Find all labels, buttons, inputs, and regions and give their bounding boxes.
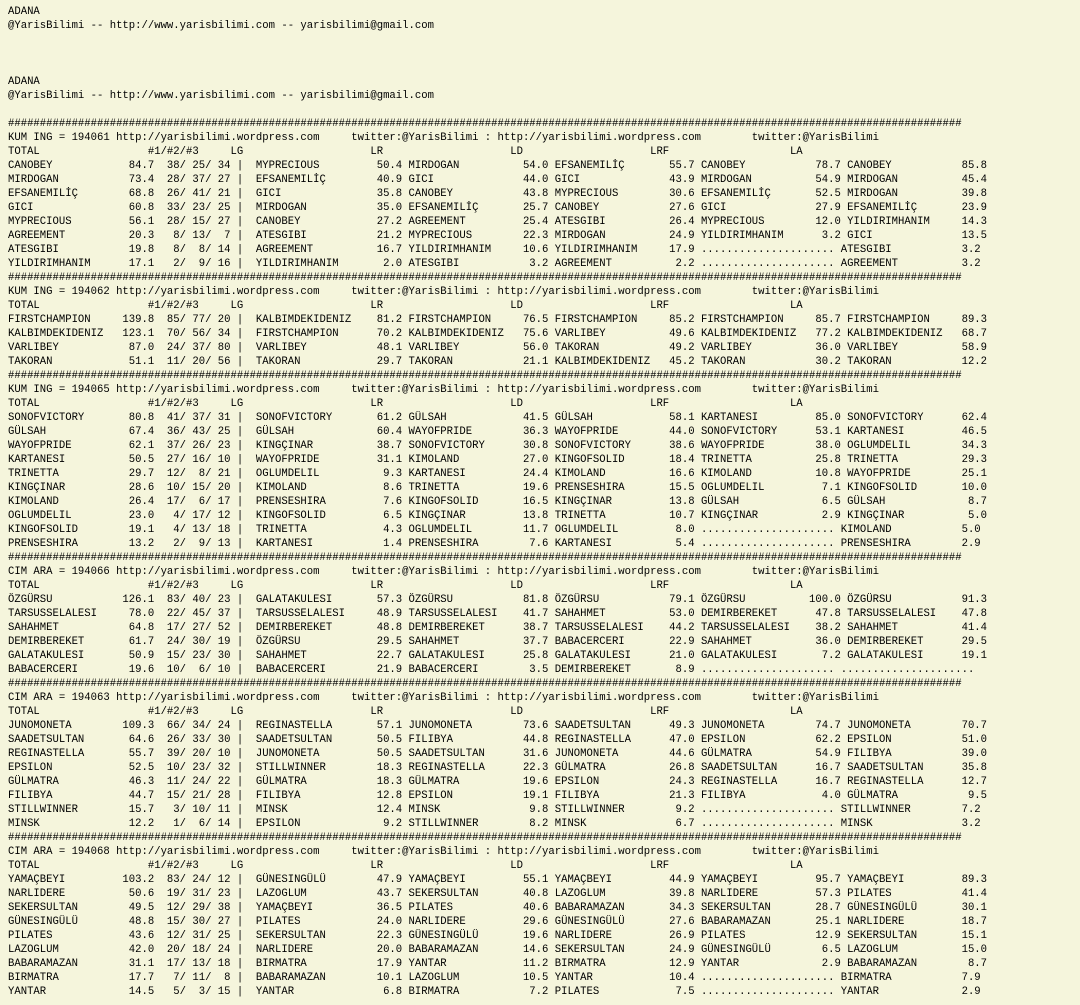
header-line — [8, 33, 1080, 47]
table-row: MIRDOGAN 73.4 28/ 37/ 27 | EFSANEMILİÇ 40.9 GICI 44.0 GICI 43.9 MIRDOGAN 54.9 MIRDOGAN 45.4 — [8, 174, 988, 186]
header-line: @YarisBilimi -- http://www.yarisbilimi.com -- yarisbilimi@gmail.com — [8, 20, 434, 32]
table-row: GÜLMATRA 46.3 11/ 24/ 22 | GÜLMATRA 18.3 GÜLMATRA 19.6 EPSILON 24.3 REGINASTELLA 16.7 REGINASTELLA 12.7 — [8, 776, 988, 788]
table-row: GÜLSAH 67.4 36/ 43/ 25 | GÜLSAH 60.4 WAYOFPRIDE 36.3 WAYOFPRIDE 44.0 SONOFVICTORY 53.1 KARTANESI 46.5 — [8, 426, 988, 438]
separator-line: ###################################################################################################################################################### — [8, 552, 962, 564]
table-row: SAHAHMET 64.8 17/ 27/ 52 | DEMIRBEREKET 48.8 DEMIRBEREKET 38.7 TARSUSSELALESI 44.2 TARSUSSELALESI 38.2 SAHAHMET 41.4 — [8, 622, 988, 634]
table-row: KARTANESI 50.5 27/ 16/ 10 | WAYOFPRIDE 31.1 KIMOLAND 27.0 KINGOFSOLID 18.4 TRINETTA 25.8 TRINETTA 29.3 — [8, 454, 988, 466]
header-line: ADANA — [8, 6, 40, 18]
table-row: KALBIMDEKIDENIZ 123.1 70/ 56/ 34 | FIRSTCHAMPION 70.2 KALBIMDEKIDENIZ 75.6 VARLIBEY 49.6 KALBIMDEKIDENIZ 77.2 KALBIMDEKIDENIZ 68.7 — [8, 328, 988, 340]
table-row: BABARAMAZAN 31.1 17/ 13/ 18 | BIRMATRA 17.9 YANTAR 11.2 BIRMATRA 12.9 YANTAR 2.9 BABARAMAZAN 8.7 — [8, 958, 988, 970]
table-row: VARLIBEY 87.0 24/ 37/ 80 | VARLIBEY 48.1 VARLIBEY 56.0 TAKORAN 49.2 VARLIBEY 36.0 VARLIBEY 58.9 — [8, 342, 988, 354]
table-row: TRINETTA 29.7 12/ 8/ 21 | OGLUMDELIL 9.3 KARTANESI 24.4 KIMOLAND 16.6 KIMOLAND 10.8 WAYOFPRIDE 25.1 — [8, 468, 988, 480]
race-title: KUM ING = 194061 http://yarisbilimi.wordpress.com twitter:@YarisBilimi : http://yarisbilimi.wordpress.com twitter:@YarisBilimi — [8, 132, 879, 144]
table-row: EFSANEMILİÇ 68.8 26/ 41/ 21 | GICI 35.8 CANOBEY 43.8 MYPRECIOUS 30.6 EFSANEMILİÇ 52.5 MIRDOGAN 39.8 — [8, 188, 988, 200]
race-title: CIM ARA = 194068 http://yarisbilimi.wordpress.com twitter:@YarisBilimi : http://yarisbilimi.wordpress.com twitter:@YarisBilimi — [8, 846, 879, 858]
header-line — [8, 47, 1080, 61]
table-row: OGLUMDELIL 23.0 4/ 17/ 12 | KINGOFSOLID 6.5 KINGÇINAR 13.8 TRINETTA 10.7 KINGÇINAR 2.9 KINGÇINAR 5.0 — [8, 510, 988, 522]
table-row: JUNOMONETA 109.3 66/ 34/ 24 | REGINASTELLA 57.1 JUNOMONETA 73.6 SAADETSULTAN 49.3 JUNOMONETA 74.7 JUNOMONETA 70.7 — [8, 720, 988, 732]
table-row: SONOFVICTORY 80.8 41/ 37/ 31 | SONOFVICTORY 61.2 GÜLSAH 41.5 GÜLSAH 58.1 KARTANESI 85.0 SONOFVICTORY 62.4 — [8, 412, 988, 424]
table-row: KINGOFSOLID 19.1 4/ 13/ 18 | TRINETTA 4.3 OGLUMDELIL 11.7 OGLUMDELIL 8.0 ..................... KIMOLAND 5.0 — [8, 524, 981, 536]
table-row: KIMOLAND 26.4 17/ 6/ 17 | PRENSESHIRA 7.6 KINGOFSOLID 16.5 KINGÇINAR 13.8 GÜLSAH 6.5 GÜLSAH 8.7 — [8, 496, 988, 508]
table-row: YANTAR 14.5 5/ 3/ 15 | YANTAR 6.8 BIRMATRA 7.2 PILATES 7.5 ..................... YANTAR 2.9 — [8, 986, 981, 998]
separator-line: ###################################################################################################################################################### — [8, 678, 962, 690]
separator-line: ###################################################################################################################################################### — [8, 272, 962, 284]
column-header: TOTAL #1/#2/#3 LG LR LD LRF LA — [8, 706, 803, 718]
race-title: KUM ING = 194062 http://yarisbilimi.wordpress.com twitter:@YarisBilimi : http://yarisbilimi.wordpress.com twitter:@YarisBilimi — [8, 286, 879, 298]
column-header: TOTAL #1/#2/#3 LG LR LD LRF LA — [8, 860, 803, 872]
table-row: KINGÇINAR 28.6 10/ 15/ 20 | KIMOLAND 8.6 TRINETTA 19.6 PRENSESHIRA 15.5 OGLUMDELIL 7.1 KINGOFSOLID 10.0 — [8, 482, 988, 494]
column-header: TOTAL #1/#2/#3 LG LR LD LRF LA — [8, 580, 803, 592]
table-row: PRENSESHIRA 13.2 2/ 9/ 13 | KARTANESI 1.4 PRENSESHIRA 7.6 KARTANESI 5.4 ..................... PRENSESHIRA 2.9 — [8, 538, 981, 550]
header-line — [8, 103, 1080, 117]
separator-line: ###################################################################################################################################################### — [8, 832, 962, 844]
table-row: LAZOGLUM 42.0 20/ 18/ 24 | NARLIDERE 20.0 BABARAMAZAN 14.6 SEKERSULTAN 24.9 GÜNESINGÜLÜ 6.5 LAZOGLUM 15.0 — [8, 944, 988, 956]
race-title: CIM ARA = 194063 http://yarisbilimi.wordpress.com twitter:@YarisBilimi : http://yarisbilimi.wordpress.com twitter:@YarisBilimi — [8, 692, 879, 704]
table-row: GALATAKULESI 50.9 15/ 23/ 30 | SAHAHMET 22.7 GALATAKULESI 25.8 GALATAKULESI 21.0 GALATAKULESI 7.2 GALATAKULESI 19.1 — [8, 650, 988, 662]
column-header: TOTAL #1/#2/#3 LG LR LD LRF LA — [8, 300, 803, 312]
table-row: YILDIRIMHANIM 17.1 2/ 9/ 16 | YILDIRIMHANIM 2.0 ATESGIBI 3.2 AGREEMENT 2.2 ..................... AGREEMENT 3.2 — [8, 258, 981, 270]
table-row: MINSK 12.2 1/ 6/ 14 | EPSILON 9.2 STILLWINNER 8.2 MINSK 6.7 ..................... MINSK 3.2 — [8, 818, 981, 830]
header-line: ADANA — [8, 76, 40, 88]
race-title: CIM ARA = 194066 http://yarisbilimi.wordpress.com twitter:@YarisBilimi : http://yarisbilimi.wordpress.com twitter:@YarisBilimi — [8, 566, 879, 578]
table-row: SAADETSULTAN 64.6 26/ 33/ 30 | SAADETSULTAN 50.5 FILIBYA 44.8 REGINASTELLA 47.0 EPSILON 62.2 EPSILON 51.0 — [8, 734, 988, 746]
table-row: REGINASTELLA 55.7 39/ 20/ 10 | JUNOMONETA 50.5 SAADETSULTAN 31.6 JUNOMONETA 44.6 GÜLMATRA 54.9 FILIBYA 39.0 — [8, 748, 988, 760]
table-row: STILLWINNER 15.7 3/ 10/ 11 | MINSK 12.4 MINSK 9.8 STILLWINNER 9.2 ..................... STILLWINNER 7.2 — [8, 804, 981, 816]
table-row: GICI 60.8 33/ 23/ 25 | MIRDOGAN 35.0 EFSANEMILİÇ 25.7 CANOBEY 27.6 GICI 27.9 EFSANEMILİÇ 23.9 — [8, 202, 988, 214]
table-row: AGREEMENT 20.3 8/ 13/ 7 | ATESGIBI 21.2 MYPRECIOUS 22.3 MIRDOGAN 24.9 YILDIRIMHANIM 3.2 GICI 13.5 — [8, 230, 988, 242]
table-row: CANOBEY 84.7 38/ 25/ 34 | MYPRECIOUS 50.4 MIRDOGAN 54.0 EFSANEMILİÇ 55.7 CANOBEY 78.7 CANOBEY 85.8 — [8, 160, 988, 172]
table-row: YAMAÇBEYI 103.2 83/ 24/ 12 | GÜNESINGÜLÜ 47.9 YAMAÇBEYI 55.1 YAMAÇBEYI 44.9 YAMAÇBEYI 95.7 YAMAÇBEYI 89.3 — [8, 874, 988, 886]
column-header: TOTAL #1/#2/#3 LG LR LD LRF LA — [8, 146, 803, 158]
table-row: GÜNESINGÜLÜ 48.8 15/ 30/ 27 | PILATES 24.0 NARLIDERE 29.6 GÜNESINGÜLÜ 27.6 BABARAMAZAN 25.1 NARLIDERE 18.7 — [8, 916, 988, 928]
separator-line: ###################################################################################################################################################### — [8, 118, 962, 130]
table-row: MYPRECIOUS 56.1 28/ 15/ 27 | CANOBEY 27.2 AGREEMENT 25.4 ATESGIBI 26.4 MYPRECIOUS 12.0 YILDIRIMHANIM 14.3 — [8, 216, 988, 228]
separator-line: ###################################################################################################################################################### — [8, 370, 962, 382]
table-row: ATESGIBI 19.8 8/ 8/ 14 | AGREEMENT 16.7 YILDIRIMHANIM 10.6 YILDIRIMHANIM 17.9 ..................... ATESGIBI 3.2 — [8, 244, 981, 256]
table-row: FILIBYA 44.7 15/ 21/ 28 | FILIBYA 12.8 EPSILON 19.1 FILIBYA 21.3 FILIBYA 4.0 GÜLMATRA 9.5 — [8, 790, 988, 802]
table-row: WAYOFPRIDE 62.1 37/ 26/ 23 | KINGÇINAR 38.7 SONOFVICTORY 30.8 SONOFVICTORY 38.6 WAYOFPRIDE 38.0 OGLUMDELIL 34.3 — [8, 440, 988, 452]
table-row: ÖZGÜRSU 126.1 83/ 40/ 23 | GALATAKULESI 57.3 ÖZGÜRSU 81.8 ÖZGÜRSU 79.1 ÖZGÜRSU 100.0 ÖZGÜRSU 91.3 — [8, 594, 988, 606]
column-header: TOTAL #1/#2/#3 LG LR LD LRF LA — [8, 398, 803, 410]
table-row: NARLIDERE 50.6 19/ 31/ 23 | LAZOGLUM 43.7 SEKERSULTAN 40.8 LAZOGLUM 39.8 NARLIDERE 57.3 PILATES 41.4 — [8, 888, 988, 900]
header-line: @YarisBilimi -- http://www.yarisbilimi.com -- yarisbilimi@gmail.com — [8, 90, 434, 102]
table-row: BIRMATRA 17.7 7/ 11/ 8 | BABARAMAZAN 10.1 LAZOGLUM 10.5 YANTAR 10.4 ..................... BIRMATRA 7.9 — [8, 972, 981, 984]
table-row: FIRSTCHAMPION 139.8 85/ 77/ 20 | KALBIMDEKIDENIZ 81.2 FIRSTCHAMPION 76.5 FIRSTCHAMPION 85.2 FIRSTCHAMPION 85.7 FIRSTCHAMPION 89.3 — [8, 314, 988, 326]
header-line — [8, 61, 1080, 75]
table-row: BABACERCERI 19.6 10/ 6/ 10 | BABACERCERI 21.9 BABACERCERI 3.5 DEMIRBEREKET 8.9 ..................... ..................... — [8, 664, 975, 676]
table-row: DEMIRBEREKET 61.7 24/ 30/ 19 | ÖZGÜRSU 29.5 SAHAHMET 37.7 BABACERCERI 22.9 SAHAHMET 36.0 DEMIRBEREKET 29.5 — [8, 636, 988, 648]
table-row: SEKERSULTAN 49.5 12/ 29/ 38 | YAMAÇBEYI 36.5 PILATES 40.6 BABARAMAZAN 34.3 SEKERSULTAN 28.7 GÜNESINGÜLÜ 30.1 — [8, 902, 988, 914]
table-row: PILATES 43.6 12/ 31/ 25 | SEKERSULTAN 22.3 GÜNESINGÜLÜ 19.6 NARLIDERE 26.9 PILATES 12.9 SEKERSULTAN 15.1 — [8, 930, 988, 942]
table-row: TARSUSSELALESI 78.0 22/ 45/ 37 | TARSUSSELALESI 48.9 TARSUSSELALESI 41.7 SAHAHMET 53.0 DEMIRBEREKET 47.8 TARSUSSELALESI 47.8 — [8, 608, 988, 620]
race-title: KUM ING = 194065 http://yarisbilimi.wordpress.com twitter:@YarisBilimi : http://yarisbilimi.wordpress.com twitter:@YarisBilimi — [8, 384, 879, 396]
table-row: TAKORAN 51.1 11/ 20/ 56 | TAKORAN 29.7 TAKORAN 21.1 KALBIMDEKIDENIZ 45.2 TAKORAN 30.2 TAKORAN 12.2 — [8, 356, 988, 368]
table-row: EPSILON 52.5 10/ 23/ 32 | STILLWINNER 18.3 REGINASTELLA 22.3 GÜLMATRA 26.8 SAADETSULTAN 16.7 SAADETSULTAN 35.8 — [8, 762, 988, 774]
